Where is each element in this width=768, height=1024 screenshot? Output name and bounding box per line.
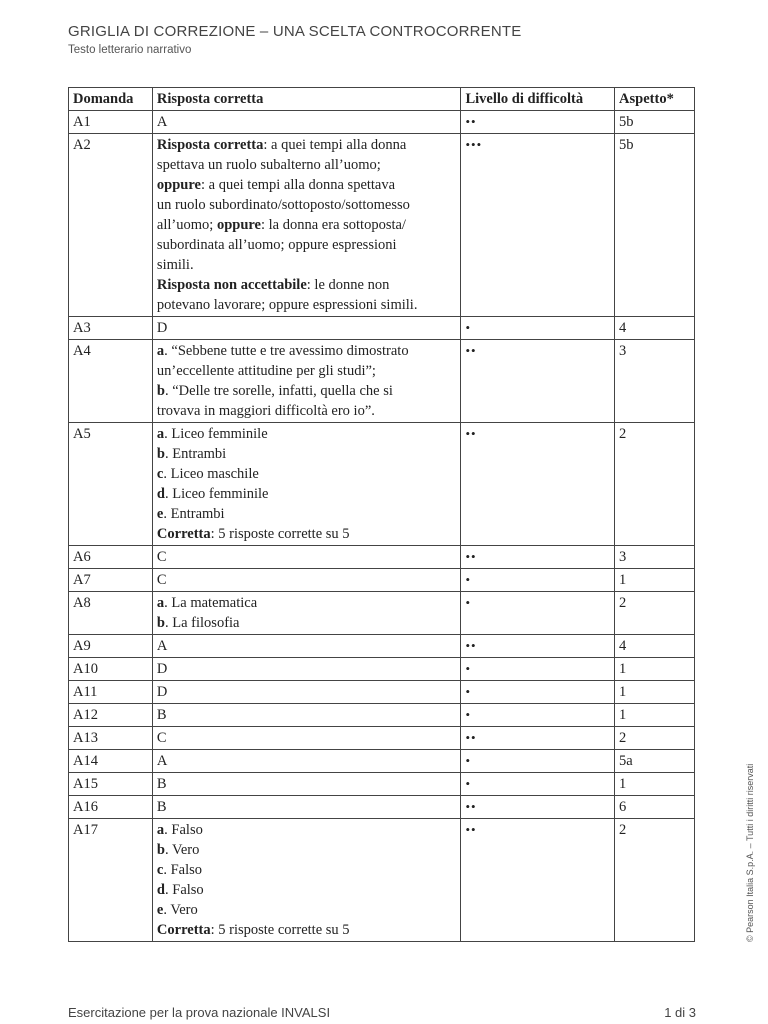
answer-cell — [152, 569, 461, 592]
answer-cell — [152, 750, 461, 773]
answer-line — [157, 341, 457, 361]
question-id-cell: A13 — [69, 727, 153, 750]
answer-text-segment: B — [156, 799, 167, 815]
answer-bold-segment: d — [156, 882, 165, 898]
aspect-cell: 4 — [615, 635, 695, 658]
answer-text-segment: : a quei tempi alla donna spettava — [200, 177, 396, 193]
table-row — [69, 317, 695, 340]
aspect-cell: 2 — [615, 592, 695, 635]
answer-cell — [152, 592, 461, 635]
aspect-cell: 2 — [615, 727, 695, 750]
table-row — [69, 681, 695, 704]
answer-text-segment: : la donna era sottoposta/ — [261, 217, 406, 233]
table-row — [69, 592, 695, 635]
answer-line — [157, 112, 457, 132]
answer-bold-segment: Corretta — [156, 922, 211, 938]
answer-line — [157, 880, 457, 900]
answer-text-segment: . La filosofia — [165, 615, 240, 631]
question-id-cell: A15 — [69, 773, 153, 796]
answer-cell — [152, 317, 461, 340]
answer-text-segment: : 5 risposte corrette su 5 — [210, 922, 350, 938]
aspect-cell: 1 — [615, 681, 695, 704]
answer-cell — [152, 340, 461, 423]
aspect-cell: 1 — [615, 569, 695, 592]
answer-text-segment: C — [156, 730, 167, 746]
answer-line — [157, 424, 457, 444]
answer-line — [157, 318, 457, 338]
question-id-cell: A9 — [69, 635, 153, 658]
column-header-domanda: Domanda — [69, 88, 153, 111]
answer-text-segment: . Vero — [163, 902, 198, 918]
question-id-cell: A16 — [69, 796, 153, 819]
answer-text-segment: . Entrambi — [165, 446, 227, 462]
answer-line — [157, 659, 457, 679]
aspect-cell: 3 — [615, 546, 695, 569]
answer-bold-segment: b — [156, 615, 165, 631]
answer-text-segment: . “Sebbene tutte e tre avessimo dimostrato — [164, 343, 409, 359]
aspect-cell: 2 — [615, 819, 695, 942]
column-header-risposta: Risposta corretta — [152, 88, 461, 111]
difficulty-level-cell: • — [461, 658, 615, 681]
answer-line — [157, 728, 457, 748]
question-id-cell: A2 — [69, 134, 153, 317]
aspect-cell: 1 — [615, 704, 695, 727]
question-id-cell: A14 — [69, 750, 153, 773]
answer-text-segment: potevano lavorare; oppure espressioni simili. — [156, 297, 418, 313]
difficulty-level-cell: •• — [461, 727, 615, 750]
table-header-row — [69, 88, 695, 111]
answer-text-segment: trovava in maggiori difficoltà ero io”. — [156, 403, 375, 419]
table-row — [69, 704, 695, 727]
aspect-cell: 6 — [615, 796, 695, 819]
table-body — [69, 111, 695, 942]
answer-line — [157, 275, 457, 295]
answer-line — [157, 547, 457, 567]
answer-text-segment: . Falso — [164, 822, 203, 838]
answer-line — [157, 860, 457, 880]
question-id-cell: A11 — [69, 681, 153, 704]
answer-bold-segment: oppure — [156, 177, 201, 193]
difficulty-level-cell: • — [461, 773, 615, 796]
answer-text-segment: . Liceo femminile — [165, 486, 269, 502]
answer-cell — [152, 658, 461, 681]
answer-text-segment: . La matematica — [164, 595, 258, 611]
answer-text-segment: A — [156, 114, 168, 130]
table-row — [69, 134, 695, 317]
answer-line — [157, 797, 457, 817]
answer-bold-segment: a — [156, 343, 165, 359]
answer-cell — [152, 796, 461, 819]
difficulty-level-cell: •• — [461, 546, 615, 569]
answer-text-segment: C — [156, 572, 167, 588]
answer-bold-segment: e — [156, 506, 164, 522]
answer-text-segment: D — [156, 661, 168, 677]
table-row — [69, 773, 695, 796]
answer-text-segment: . “Delle tre sorelle, infatti, quella che si — [165, 383, 393, 399]
answer-cell — [152, 727, 461, 750]
answer-line — [157, 401, 457, 421]
answer-cell — [152, 546, 461, 569]
question-id-cell: A6 — [69, 546, 153, 569]
answer-line — [157, 155, 457, 175]
answer-text-segment: un’eccellente attitudine per gli studi”; — [156, 363, 376, 379]
table-row — [69, 750, 695, 773]
difficulty-level-cell: • — [461, 681, 615, 704]
difficulty-level-cell: ••• — [461, 134, 615, 317]
answer-text-segment: all’uomo; — [156, 217, 217, 233]
answer-line — [157, 195, 457, 215]
answer-bold-segment: b — [156, 446, 165, 462]
question-id-cell: A8 — [69, 592, 153, 635]
aspect-cell: 5a — [615, 750, 695, 773]
answer-bold-segment: c — [156, 862, 164, 878]
answer-line — [157, 361, 457, 381]
difficulty-level-cell: • — [461, 592, 615, 635]
question-id-cell: A3 — [69, 317, 153, 340]
answer-bold-segment: b — [156, 383, 165, 399]
column-header-aspetto: Aspetto* — [615, 88, 695, 111]
answer-line — [157, 175, 457, 195]
answer-text-segment: : a quei tempi alla donna — [263, 137, 407, 153]
answer-line — [157, 255, 457, 275]
answer-line — [157, 705, 457, 725]
answer-bold-segment: a — [156, 426, 165, 442]
answer-line — [157, 774, 457, 794]
table-row — [69, 796, 695, 819]
answer-cell — [152, 111, 461, 134]
difficulty-level-cell: •• — [461, 340, 615, 423]
answer-line — [157, 900, 457, 920]
aspect-cell: 4 — [615, 317, 695, 340]
difficulty-level-cell: • — [461, 750, 615, 773]
answer-bold-segment: a — [156, 822, 165, 838]
table-row — [69, 569, 695, 592]
answer-line — [157, 682, 457, 702]
answer-line — [157, 135, 457, 155]
page-title: GRIGLIA DI CORREZIONE – UNA SCELTA CONTROCORRENTE — [68, 23, 522, 40]
question-id-cell: A1 — [69, 111, 153, 134]
correction-grid-table — [68, 87, 695, 942]
answer-line — [157, 840, 457, 860]
answer-text-segment: C — [156, 549, 167, 565]
answer-text-segment: simili. — [156, 257, 194, 273]
question-id-cell: A7 — [69, 569, 153, 592]
answer-bold-segment: Risposta non accettabile — [156, 277, 307, 293]
difficulty-level-cell: •• — [461, 635, 615, 658]
answer-bold-segment: e — [156, 902, 164, 918]
answer-line — [157, 484, 457, 504]
table-row — [69, 727, 695, 750]
answer-bold-segment: a — [156, 595, 165, 611]
aspect-cell: 5b — [615, 134, 695, 317]
table-row — [69, 340, 695, 423]
answer-text-segment: spettava un ruolo subalterno all’uomo; — [156, 157, 381, 173]
answer-bold-segment: Risposta corretta — [156, 137, 264, 153]
answer-line — [157, 636, 457, 656]
difficulty-level-cell: •• — [461, 796, 615, 819]
answer-bold-segment: c — [156, 466, 164, 482]
table-row — [69, 423, 695, 546]
answer-bold-segment: d — [156, 486, 165, 502]
difficulty-level-cell: •• — [461, 819, 615, 942]
answer-line — [157, 593, 457, 613]
answer-bold-segment: Corretta — [156, 526, 211, 542]
table-row — [69, 635, 695, 658]
answer-text-segment: D — [156, 684, 168, 700]
column-header-livello: Livello di difficoltà — [461, 88, 615, 111]
answer-cell — [152, 681, 461, 704]
answer-text-segment: . Liceo maschile — [163, 466, 259, 482]
answer-cell — [152, 819, 461, 942]
question-id-cell: A12 — [69, 704, 153, 727]
aspect-cell: 2 — [615, 423, 695, 546]
answer-text-segment: . Entrambi — [163, 506, 225, 522]
table-row — [69, 658, 695, 681]
answer-text-segment: : 5 risposte corrette su 5 — [210, 526, 350, 542]
answer-line — [157, 570, 457, 590]
answer-cell — [152, 134, 461, 317]
difficulty-level-cell: • — [461, 704, 615, 727]
aspect-cell: 5b — [615, 111, 695, 134]
difficulty-level-cell: • — [461, 317, 615, 340]
difficulty-level-cell: •• — [461, 111, 615, 134]
answer-text-segment: B — [156, 707, 167, 723]
answer-text-segment: . Falso — [165, 882, 204, 898]
difficulty-level-cell: • — [461, 569, 615, 592]
answer-line — [157, 215, 457, 235]
page-subtitle: Testo letterario narrativo — [68, 44, 192, 56]
answer-text-segment: un ruolo subordinato/sottoposto/sottomesso — [156, 197, 410, 213]
answer-line — [157, 613, 457, 633]
answer-line — [157, 464, 457, 484]
aspect-cell: 1 — [615, 773, 695, 796]
answer-text-segment: B — [156, 776, 167, 792]
answer-cell — [152, 635, 461, 658]
page-number: 1 di 3 — [664, 1005, 696, 1020]
footer-text: Esercitazione per la prova nazionale INVALSI — [68, 1005, 331, 1020]
answer-text-segment: . Liceo femminile — [164, 426, 268, 442]
difficulty-level-cell: •• — [461, 423, 615, 546]
answer-line — [157, 504, 457, 524]
answer-text-segment: . Vero — [165, 842, 200, 858]
answer-text-segment: subordinata all’uomo; oppure espressioni — [156, 237, 397, 253]
answer-line — [157, 524, 457, 544]
table-row — [69, 111, 695, 134]
answer-cell — [152, 704, 461, 727]
answer-line — [157, 920, 457, 940]
answer-cell — [152, 773, 461, 796]
answer-text-segment: A — [156, 753, 168, 769]
answer-line — [157, 235, 457, 255]
question-id-cell: A5 — [69, 423, 153, 546]
answer-text-segment: . Falso — [163, 862, 203, 878]
answer-bold-segment: b — [156, 842, 165, 858]
answer-text-segment: D — [156, 320, 168, 336]
answer-line — [157, 751, 457, 771]
question-id-cell: A17 — [69, 819, 153, 942]
answer-line — [157, 381, 457, 401]
copyright-note: © Pearson Italia S.p.A. – Tutti i diritti riservati — [745, 763, 755, 942]
answer-text-segment: A — [156, 638, 168, 654]
aspect-cell: 1 — [615, 658, 695, 681]
answer-line — [157, 295, 457, 315]
answer-line — [157, 820, 457, 840]
question-id-cell: A10 — [69, 658, 153, 681]
aspect-cell: 3 — [615, 340, 695, 423]
table-row — [69, 819, 695, 942]
answer-line — [157, 444, 457, 464]
answer-cell — [152, 423, 461, 546]
answer-text-segment: : le donne non — [306, 277, 390, 293]
table-row — [69, 546, 695, 569]
question-id-cell: A4 — [69, 340, 153, 423]
answer-bold-segment: oppure — [216, 217, 261, 233]
